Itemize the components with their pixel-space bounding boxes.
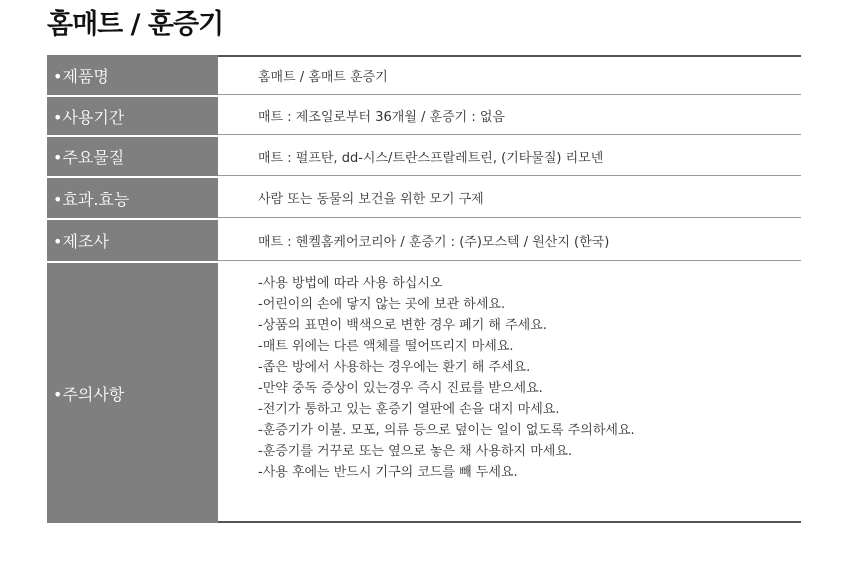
- row-value: 사람 또는 동물의 보건을 위한 모기 구제: [218, 178, 801, 218]
- list-item: -매트 위에는 다른 액체를 떨어뜨리지 마세요.: [258, 339, 514, 354]
- list-item: -사용 방법에 따라 사용 하십시오: [258, 276, 443, 291]
- product-info-table: [47, 55, 801, 523]
- table-row: [47, 95, 801, 135]
- caution-list-cell: [218, 263, 801, 523]
- list-item: -만약 중독 증상이 있는경우 즉시 진료를 받으세요.: [258, 381, 543, 396]
- caution-list: [258, 273, 635, 483]
- caution-label: •주의사항: [47, 263, 218, 523]
- table-row: [47, 55, 801, 95]
- table-row: [47, 218, 801, 261]
- row-value: 매트 : 제조일로부터 36개월 / 훈증기 : 없음: [218, 97, 801, 135]
- list-item: -훈증기가 이불. 모포, 의류 등으로 덮이는 일이 없도록 주의하세요.: [258, 423, 635, 438]
- row-value: 매트 : 펄프탄, dd-시스/트란스프랄레트린, (기타물질) 리모넨: [218, 137, 801, 176]
- list-item: -어린이의 손에 닿지 않는 곳에 보관 하세요.: [258, 297, 506, 312]
- table-row-caution: [47, 261, 801, 523]
- row-label: •효과.효능: [47, 178, 218, 218]
- row-label: •사용기간: [47, 97, 218, 135]
- list-item: -좁은 방에서 사용하는 경우에는 환기 해 주세요.: [258, 360, 531, 375]
- row-label: •제품명: [47, 55, 218, 95]
- list-item: -전기가 통하고 있는 훈증기 열판에 손을 대지 마세요.: [258, 402, 560, 417]
- page-title: 홈매트 / 훈증기: [47, 9, 224, 40]
- row-label: •주요물질: [47, 137, 218, 176]
- table-row: [47, 135, 801, 176]
- row-value: 매트 : 헨켈홈케어코리아 / 훈증기 : (주)모스텍 / 원산지 (한국): [218, 220, 801, 261]
- row-value: 홈매트 / 홈매트 훈증기: [218, 55, 801, 95]
- table-row: [47, 176, 801, 218]
- list-item: -사용 후에는 반드시 기구의 코드를 빼 두세요.: [258, 465, 518, 480]
- list-item: -훈증기를 거꾸로 또는 옆으로 놓은 채 사용하지 마세요.: [258, 444, 573, 459]
- list-item: -상품의 표면이 백색으로 변한 경우 폐기 해 주세요.: [258, 318, 547, 333]
- row-label: •제조사: [47, 220, 218, 261]
